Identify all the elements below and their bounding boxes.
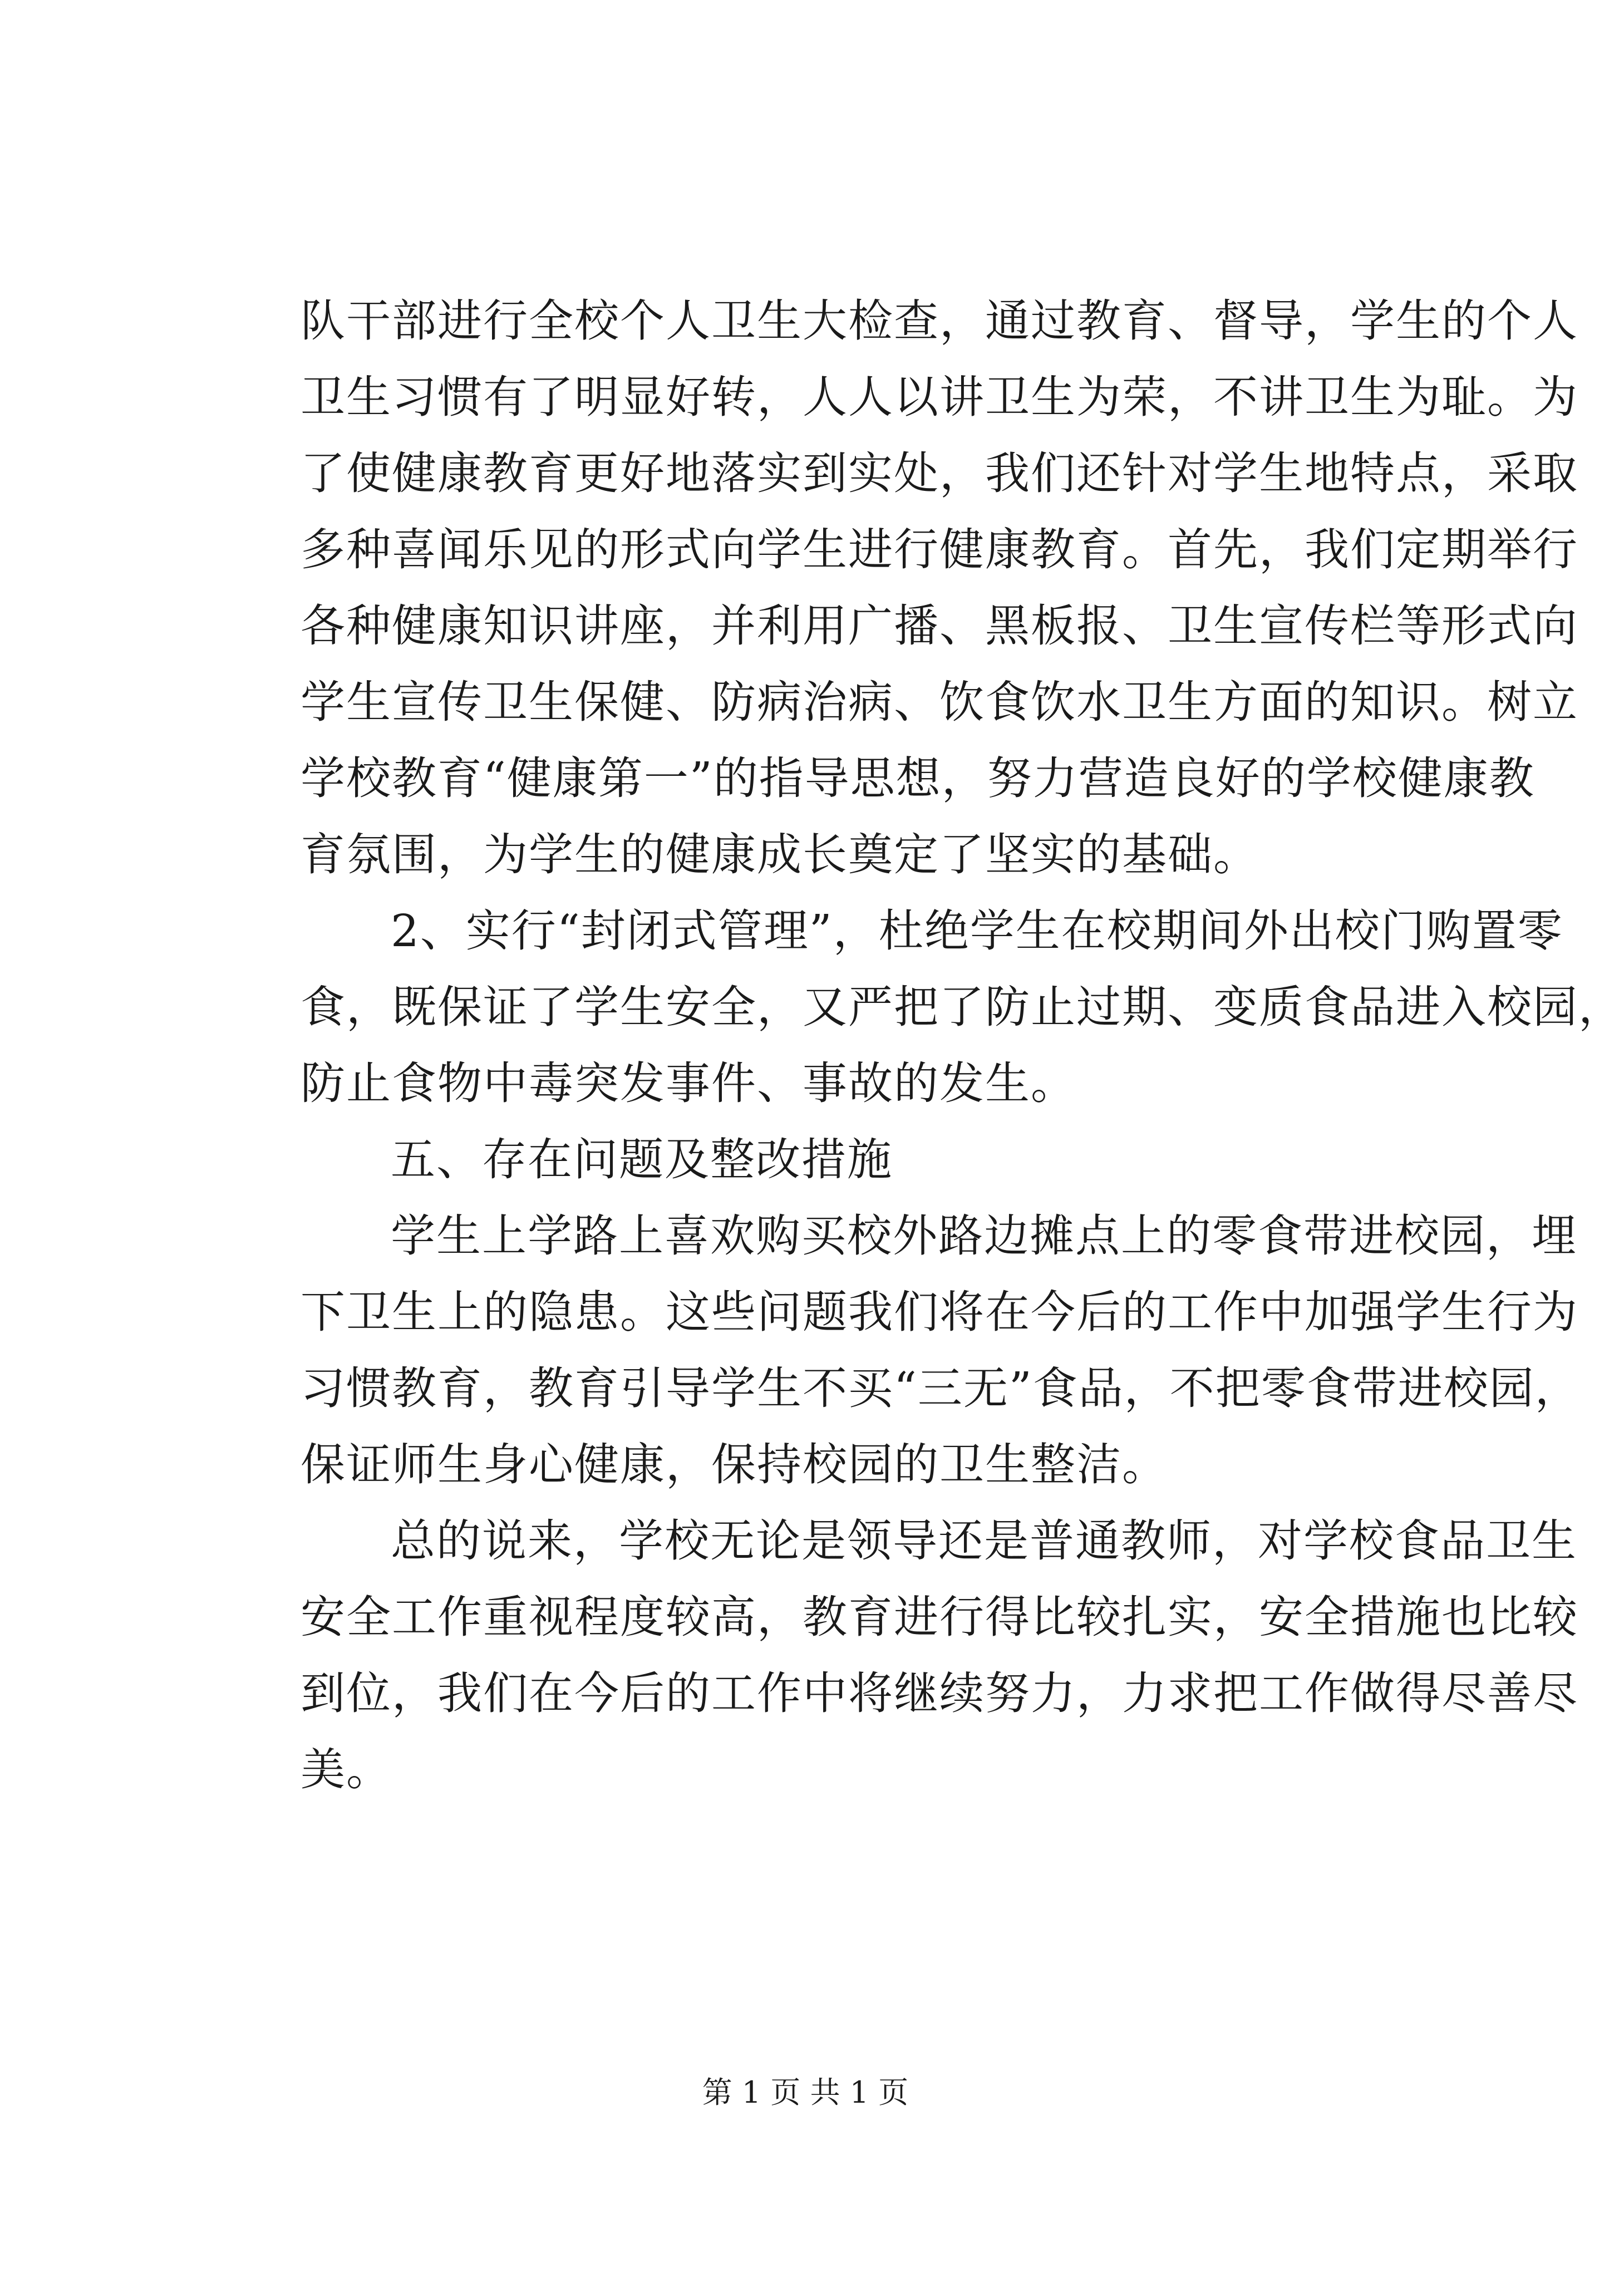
text-line: 防止食物中毒突发事件、事故的发生。 (301, 1057, 1076, 1109)
text-line: 食，既保证了学生安全，又严把了防止过期、变质食品进入校园， (301, 981, 1624, 1033)
text-line: 卫生习惯有了明显好转，人人以讲卫生为荣，不讲卫生为耻。为 (301, 371, 1578, 423)
text-line: 育氛围，为学生的健康成长奠定了坚实的基础。 (301, 829, 1259, 880)
text-line: 2、实行“封闭式管理”，杜绝学生在校期间外出校门购置零 (391, 905, 1563, 957)
text-line: 学生上学路上喜欢购买校外路边摊点上的零食带进校园，埋 (391, 1210, 1577, 1262)
text-line: 队干部进行全校个人卫生大检查，通过教育、督导，学生的个人 (301, 295, 1578, 347)
text-line: 学校教育“健康第一”的指导思想，努力营造良好的学校健康教 (301, 752, 1535, 804)
text-line: 保证师生身心健康，保持校园的卫生整洁。 (301, 1439, 1168, 1490)
text-line: 到位，我们在今后的工作中将继续努力，力求把工作做得尽善尽 (301, 1667, 1578, 1719)
text-line: 安全工作重视程度较高，教育进行得比较扎实，安全措施也比较 (301, 1591, 1578, 1643)
text-line: 了使健康教育更好地落实到实处，我们还针对学生地特点，采取 (301, 447, 1578, 499)
text-line: 各种健康知识讲座，并利用广播、黑板报、卫生宣传栏等形式向 (301, 600, 1578, 652)
text-line: 习惯教育，教育引导学生不买“三无”食品，不把零食带进校园， (301, 1362, 1581, 1414)
text-line: 下卫生上的隐患。这些问题我们将在今后的工作中加强学生行为 (301, 1286, 1578, 1338)
text-line: 总的说来，学校无论是领导还是普通教师，对学校食品卫生 (391, 1515, 1577, 1567)
section-heading: 五、存在问题及整改措施 (391, 1134, 893, 1185)
document-body (301, 283, 1624, 1808)
page-footer: 第 1 页 共 1 页 (702, 2075, 909, 2110)
text-line: 学生宣传卫生保健、防病治病、饮食饮水卫生方面的知识。树立 (301, 676, 1578, 728)
text-line: 美。 (301, 1744, 392, 1795)
text-line: 多种喜闻乐见的形式向学生进行健康教育。首先，我们定期举行 (301, 524, 1578, 575)
